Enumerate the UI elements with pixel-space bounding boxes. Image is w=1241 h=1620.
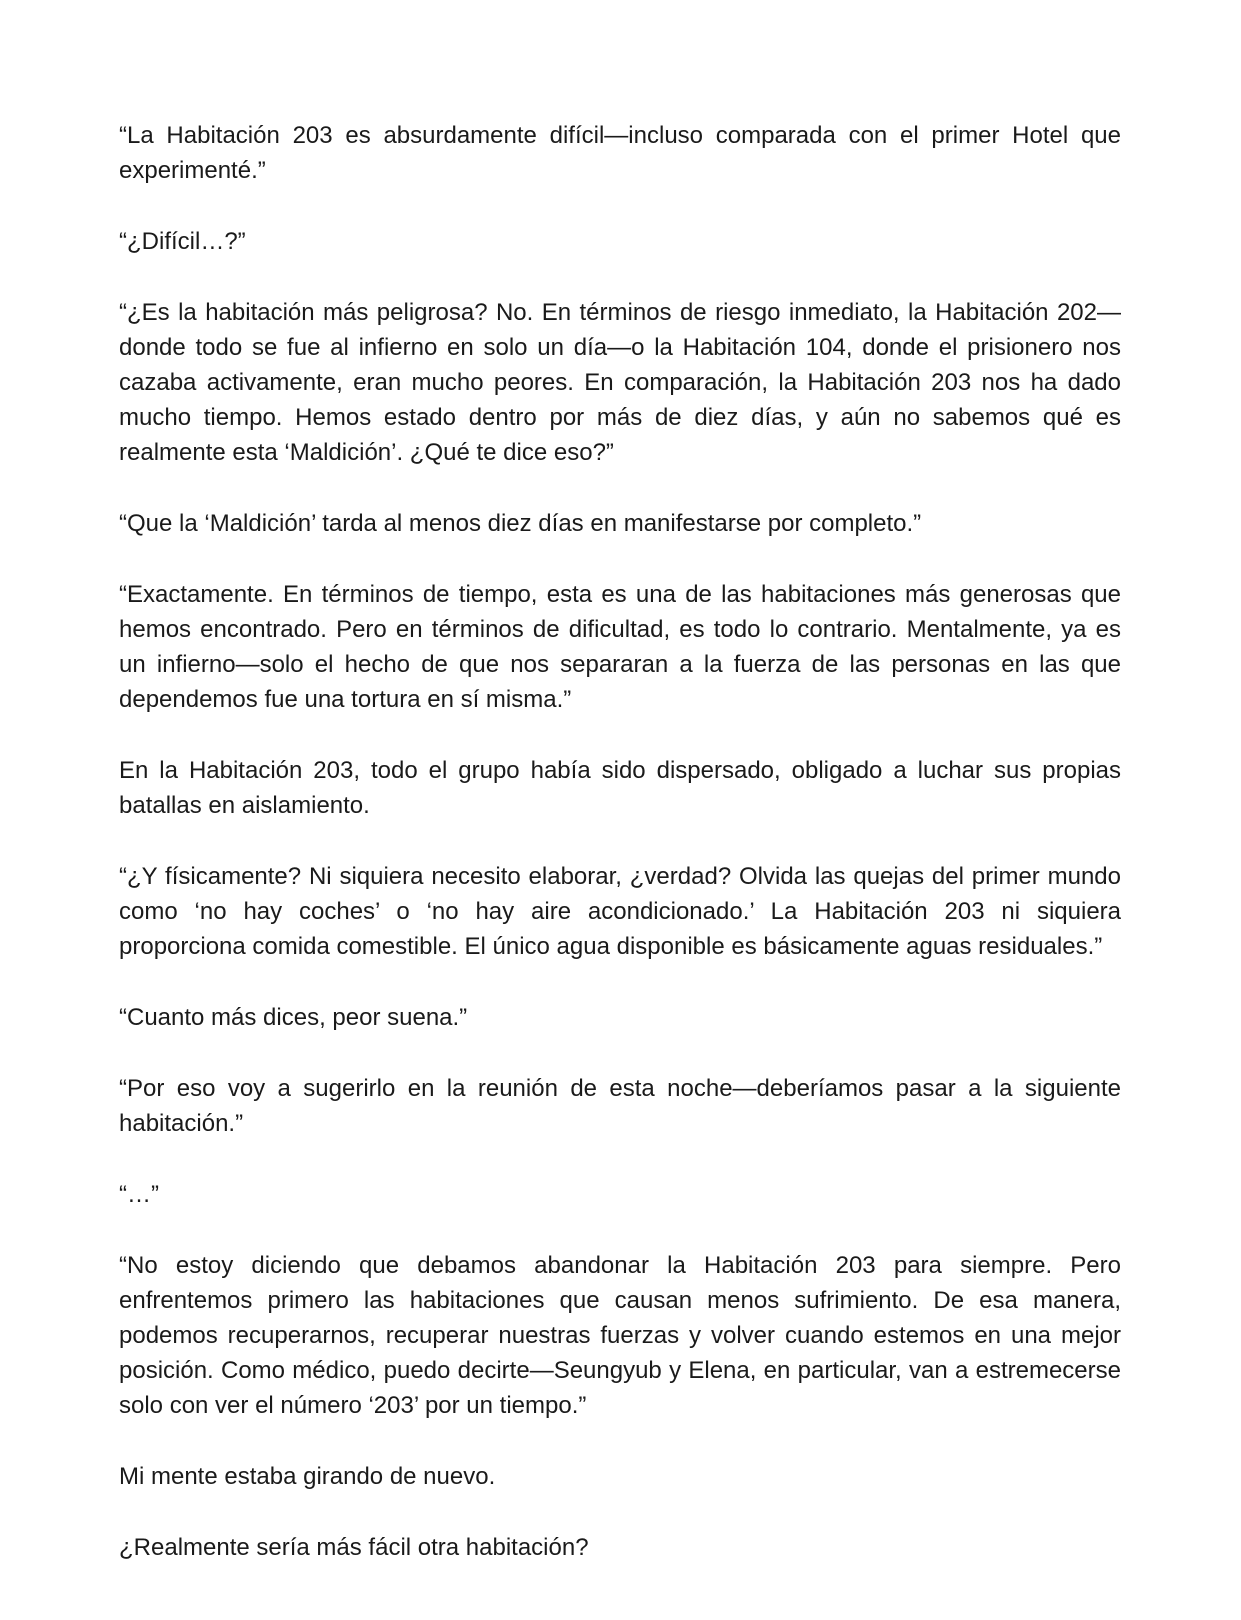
paragraph-9: “Por eso voy a sugerirlo en la reunión de esta noche—deberíamos pasar a la siguiente habitación.”: [119, 1075, 1121, 1137]
paragraph-1: “La Habitación 203 es absurdamente difícil—incluso comparada con el primer Hotel que experimenté.”: [119, 122, 1121, 184]
paragraph-6: En la Habitación 203, todo el grupo había sido dispersado, obligado a luchar sus propias batallas en aislamiento.: [119, 757, 1121, 819]
paragraph-11: “No estoy diciendo que debamos abandonar la Habitación 203 para siempre. Pero enfrentemos primero las habitaciones que causan menos sufrimiento. De esa manera, podemos recuperarnos, recuperar nuestras fuerzas y volver cuando estemos en una mejor posición. Como médico, puedo decirte—Seungyub y Elena, en particular, van a estremecerse solo con ver el número ‘203’ por un tiempo.”: [119, 1252, 1121, 1419]
paragraph-3: “¿Es la habitación más peligrosa? No. En términos de riesgo inmediato, la Habitación 202—donde todo se fue al infierno en solo un día—o la Habitación 104, donde el prisionero nos cazaba activamente, eran mucho peores. En comparación, la Habitación 203 nos ha dado mucho tiempo. Hemos estado dentro por más de diez días, y aún no sabemos qué es realmente esta ‘Maldición’. ¿Qué te dice eso?”: [119, 299, 1121, 466]
paragraph-8: “Cuanto más dices, peor suena.”: [119, 1004, 468, 1031]
paragraph-7: “¿Y físicamente? Ni siquiera necesito elaborar, ¿verdad? Olvida las quejas del primer mundo como ‘no hay coches’ o ‘no hay aire acondicionado.’ La Habitación 203 ni siquiera proporciona comida comestible. El único agua disponible es básicamente aguas residuales.”: [119, 863, 1121, 960]
paragraph-10: “…”: [119, 1181, 159, 1208]
paragraph-5: “Exactamente. En términos de tiempo, esta es una de las habitaciones más generosas que hemos encontrado. Pero en términos de dificultad, es todo lo contrario. Mentalmente, ya es un infierno—solo el hecho de que nos separaran a la fuerza de las personas en las que dependemos fue una tortura en sí misma.”: [119, 581, 1121, 713]
paragraph-2: “¿Difícil…?”: [119, 228, 246, 255]
paragraph-12: Mi mente estaba girando de nuevo.: [119, 1463, 496, 1490]
paragraph-4: “Que la ‘Maldición’ tarda al menos diez días en manifestarse por completo.”: [119, 510, 922, 537]
paragraph-13: ¿Realmente sería más fácil otra habitación?: [119, 1534, 589, 1561]
